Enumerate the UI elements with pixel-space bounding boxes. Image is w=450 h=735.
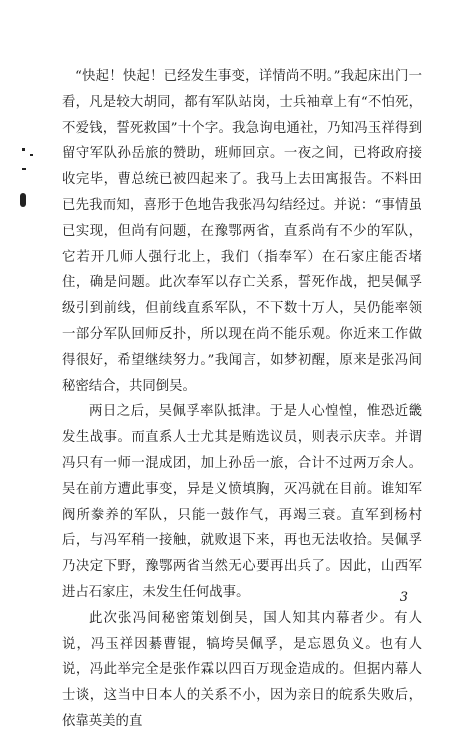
margin-tick-mark <box>22 168 26 170</box>
paragraph: 此次张冯间秘密策划倒吴，国人知其内幕者少。有人说，冯玉祥因綦曹锟，犒垮吴佩孚，是忘恩负义。也有人说，冯此举完全是张作霖以四百万现金造成的。但据内幕人士谈，这当中日本人的关系不小，因为亲日的皖系失败后，依靠英美的直 <box>62 610 422 729</box>
paragraph: 两日之后，吴佩孚率队抵津。于是人心惶惶，惟恐近畿发生战事。而直系人士尤其是贿选议员，则表示庆幸。并谓冯只有一师一混成团，加上孙岳一旅，合计不过两万余人。吴在前方遭此事变，异是义愤填胸，灭冯就在目前。谁知军阀所豢养的军队，只能一鼓作气，再竭三衰。直军到杨村后，与冯军稍一接触，就败退下来，再也无法收拾。吴佩孚乃决定下野，豫鄂两省当然无心要再出兵了。因此，山西军进占石家庄，未发生任何战事。 <box>62 404 422 600</box>
paragraph: “快起！快起！已经发生事变，详情尚不明。”我起床出门一看，凡是较大胡同，都有军队站岗，士兵袖章上有“不怕死，不爱钱，誓死救国”十个字。我急询电通社，乃知冯玉祥得到留守军队孙岳旅的赞助，班师回京。一夜之间，已将政府接收完毕，曹总统已被四起来了。我马上去田寓报告。不料田已先我而知，喜形于色地告我张冯勾结经过。并说：“事情虽已实现，但尚有问题，在豫鄂两省，直系尚有不少的军队，它若开几师人强行北上，我们（指奉军）在石家庄能否堵住，确是问题。此次奉军以存亡关系，誓死作战，把吴佩孚级引到前线，但前线直系军队，不下数十万人，吴仍能率领一部分军队回师反扑，所以现在尚不能乐观。你近来工作做得很好，希望继续努力。”我闻言，如梦初醒，原来是张冯间秘密结合，共同倒吴。 <box>62 69 422 394</box>
page-number: 3 <box>399 590 408 605</box>
margin-ink-blot <box>20 193 26 207</box>
margin-tick-mark <box>30 154 33 156</box>
margin-tick-mark <box>22 148 25 151</box>
body-text <box>62 64 422 735</box>
